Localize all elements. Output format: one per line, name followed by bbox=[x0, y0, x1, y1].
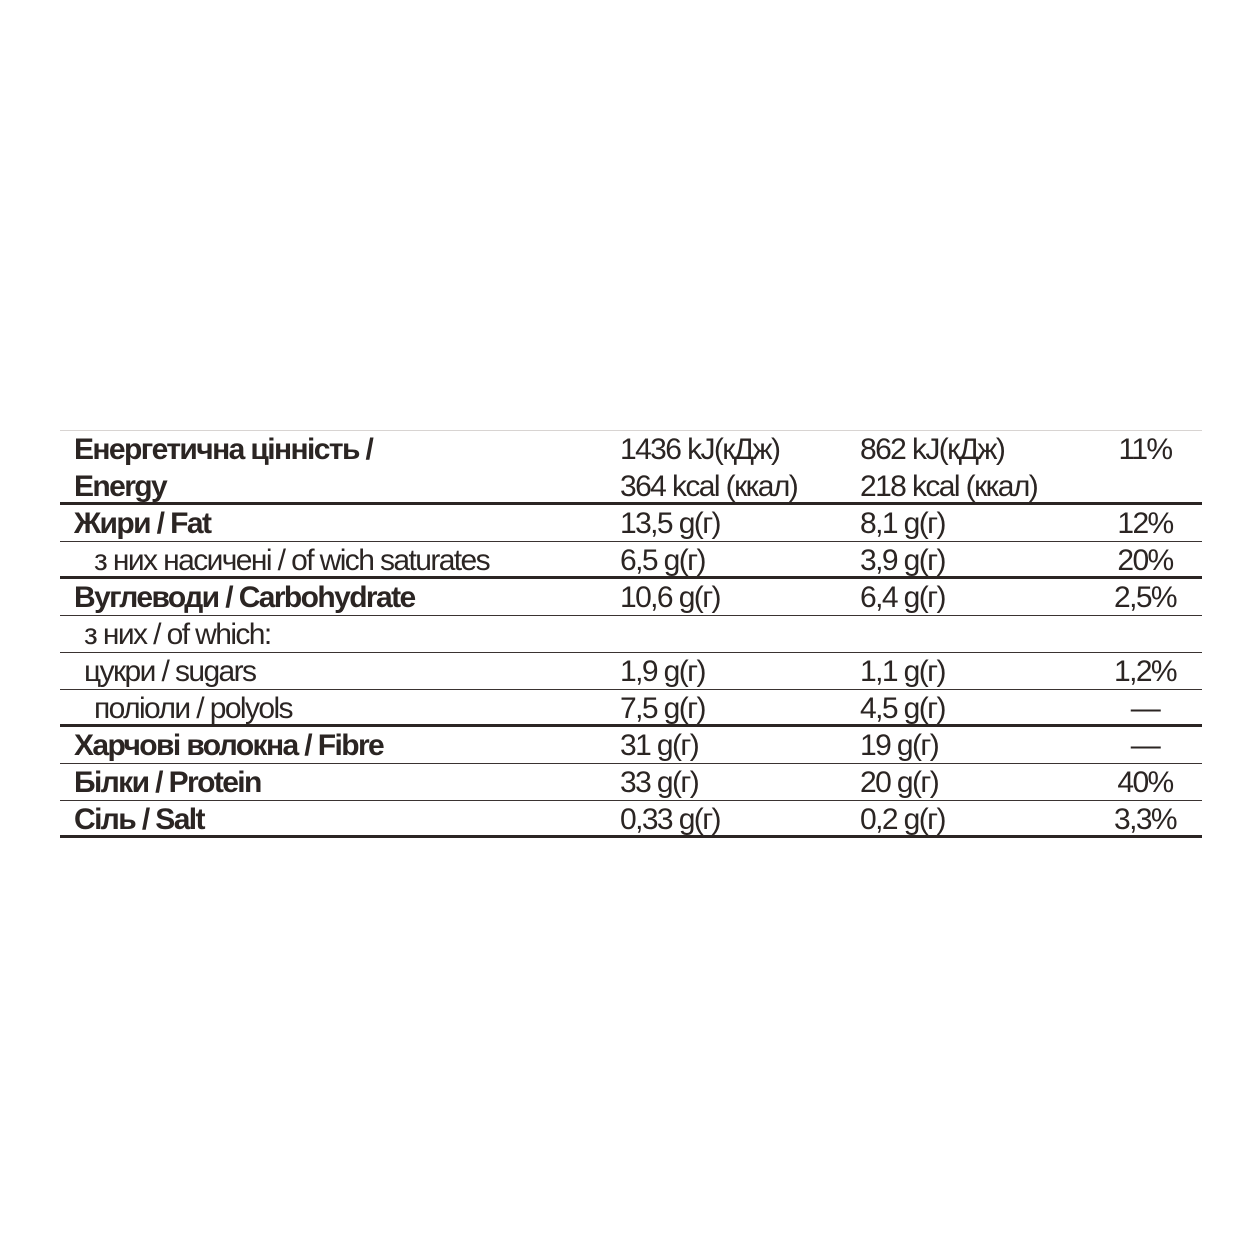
row-label: Жири / Fat bbox=[74, 507, 211, 540]
row-label: Харчові волокна / Fibre bbox=[74, 729, 384, 762]
row-label: Вуглеводи / Carbohydrate bbox=[74, 581, 415, 614]
per-100g-value: 33 g(г) bbox=[620, 766, 699, 799]
table-row-fibre bbox=[60, 727, 1202, 764]
per-portion-value: 6,4 g(г) bbox=[860, 581, 945, 614]
energy-label-ukr: Енергетична цінність / bbox=[74, 433, 373, 466]
ri-value: 1,2% bbox=[1114, 655, 1176, 688]
row-label bbox=[60, 431, 620, 505]
table-row-protein bbox=[60, 764, 1202, 801]
energy-kcal-portion: 218 kcal (ккал) bbox=[860, 470, 1038, 503]
table-row-carbohydrate bbox=[60, 579, 1202, 616]
energy-ri: 11% bbox=[1118, 433, 1172, 466]
energy-kj-portion: 862 kJ(кДж) bbox=[860, 433, 1005, 466]
row-label: поліоли / polyols bbox=[94, 692, 292, 725]
row-label: з них / of which: bbox=[84, 618, 271, 651]
per-portion-value: 1,1 g(г) bbox=[860, 655, 945, 688]
ri-value: 12% bbox=[1117, 507, 1173, 540]
per-portion-value: 20 g(г) bbox=[860, 766, 939, 799]
table-row-fat bbox=[60, 505, 1202, 542]
table-row-saturates bbox=[60, 542, 1202, 579]
ri-value: 3,3% bbox=[1114, 803, 1176, 836]
ri-value bbox=[1088, 431, 1202, 505]
nutrition-table bbox=[60, 430, 1202, 838]
per-portion-value: 8,1 g(г) bbox=[860, 507, 945, 540]
table-row-sugars bbox=[60, 653, 1202, 690]
ri-value: 20% bbox=[1117, 544, 1173, 577]
ri-value: 2,5% bbox=[1114, 581, 1176, 614]
per-portion-value: 3,9 g(г) bbox=[860, 544, 945, 577]
per-100g-value: 31 g(г) bbox=[620, 729, 699, 762]
per-100g-value: 0,33 g(г) bbox=[620, 803, 720, 836]
per-portion-value: 19 g(г) bbox=[860, 729, 939, 762]
per-portion-value bbox=[838, 431, 1088, 505]
energy-kj-value: 1436 kJ(кДж) bbox=[620, 433, 780, 466]
per-100g-value: 6,5 g(г) bbox=[620, 544, 705, 577]
table-row-salt bbox=[60, 801, 1202, 838]
row-label: Білки / Protein bbox=[74, 766, 261, 799]
ri-value: 40% bbox=[1117, 766, 1173, 799]
per-100g-value: 1,9 g(г) bbox=[620, 655, 705, 688]
per-portion-value: 0,2 g(г) bbox=[860, 803, 945, 836]
row-label: з них насичені / of wich saturates bbox=[94, 544, 490, 577]
table-row-energy bbox=[60, 431, 1202, 505]
per-portion-value: 4,5 g(г) bbox=[860, 692, 945, 725]
row-label: Сіль / Salt bbox=[74, 803, 204, 836]
table-row-polyols bbox=[60, 690, 1202, 727]
energy-label-eng: Energy bbox=[74, 470, 167, 503]
row-label: цукри / sugars bbox=[84, 655, 256, 688]
per-100g-value bbox=[620, 431, 838, 505]
per-100g-value: 7,5 g(г) bbox=[620, 692, 705, 725]
energy-kcal-value: 364 kcal (ккал) bbox=[620, 470, 798, 503]
table-row-of-which bbox=[60, 616, 1202, 653]
ri-value: — bbox=[1130, 729, 1160, 762]
per-100g-value: 10,6 g(г) bbox=[620, 581, 720, 614]
per-100g-value: 13,5 g(г) bbox=[620, 507, 720, 540]
ri-value: — bbox=[1130, 692, 1160, 725]
